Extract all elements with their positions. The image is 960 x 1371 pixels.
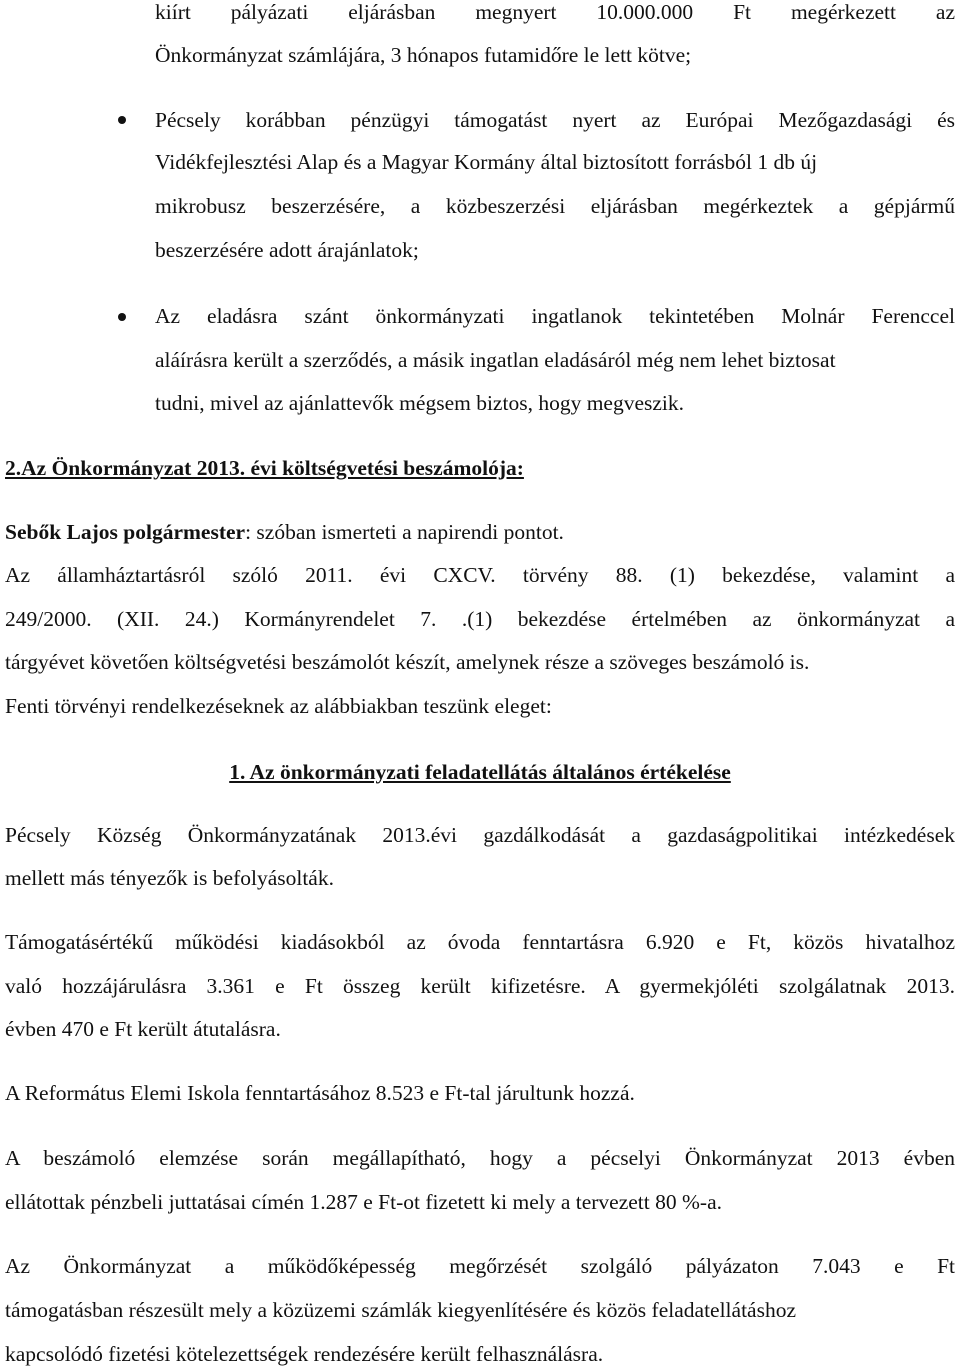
text-line: tárgyévet követően költségvetési beszámolót készít, amelynek része a szöveges beszámoló is. bbox=[5, 650, 810, 674]
text-line: Az eladásra szánt önkormányzati ingatlanok tekintetében Molnár Ferenccel bbox=[155, 304, 955, 328]
bullet-dot bbox=[118, 313, 126, 321]
speaker-name: Sebők Lajos polgármester bbox=[5, 520, 246, 544]
text-line: mikrobusz beszerzésére, a közbeszerzési eljárásban megérkeztek a gépjármű bbox=[155, 194, 955, 218]
text-line: 249/2000. (XII. 24.) Kormányrendelet 7. .(1) bekezdése értelmében az önkormányzat a bbox=[5, 607, 955, 631]
bullet-dot bbox=[118, 116, 126, 124]
text-line: való hozzájárulásra 3.361 e Ft összeg került kifizetésre. A gyermekjóléti szolgálatnak 2013. bbox=[5, 974, 955, 998]
text-line: Az Önkormányzat a működőképesség megőrzését szolgáló pályázaton 7.043 e Ft bbox=[5, 1254, 955, 1278]
text-line: Önkormányzat számlájára, 3 hónapos futamidőre le lett kötve; bbox=[155, 43, 692, 67]
text-line: kiírt pályázati eljárásban megnyert 10.000.000 Ft megérkezett az bbox=[155, 0, 955, 24]
text-line: Pécsely Község Önkormányzatának 2013.évi gazdálkodását a gazdaságpolitikai intézkedések bbox=[5, 823, 955, 847]
text-line: mellett más tényezők is befolyásolták. bbox=[5, 866, 334, 890]
text-line: kapcsolódó fizetési kötelezettségek rendezésére került felhasználásra. bbox=[5, 1342, 604, 1366]
text-line: Fenti törvényi rendelkezéseknek az alábbiakban teszünk eleget: bbox=[5, 694, 552, 718]
section-heading bbox=[5, 458, 524, 480]
subsection-heading-text: 1. Az önkormányzati feladatellátás általános értékelése bbox=[229, 760, 731, 784]
text-line: aláírásra került a szerződés, a másik ingatlan eladásáról még nem lehet biztosat bbox=[155, 348, 836, 372]
text-line: Vidékfejlesztési Alap és a Magyar Kormány által biztosított forrásból 1 db új bbox=[155, 150, 818, 174]
section-heading-text: 2.Az Önkormányzat 2013. évi költségvetési beszámolója: bbox=[5, 456, 524, 480]
text-line: A beszámoló elemzése során megállapítható, hogy a pécselyi Önkormányzat 2013 évben bbox=[5, 1146, 955, 1170]
text-line: tudni, mivel az ajánlattevők mégsem biztos, hogy megveszik. bbox=[155, 391, 685, 415]
text-line: A Református Elemi Iskola fenntartásához 8.523 e Ft-tal járultunk hozzá. bbox=[5, 1081, 635, 1105]
text-line: támogatásban részesült mely a közüzemi számlák kiegyenlítésére és közös feladatellátáshoz bbox=[5, 1298, 796, 1322]
text-line: ellátottak pénzbeli juttatásai címén 1.287 e Ft-ot fizetett ki mely a tervezett 80 %-a. bbox=[5, 1190, 722, 1214]
speaker-text: : szóban ismerteti a napirendi pontot. bbox=[245, 520, 564, 544]
text-line: Az államháztartásról szóló 2011. évi CXCV. törvény 88. (1) bekezdése, valamint a bbox=[5, 563, 955, 587]
text-line: beszerzésére adott árajánlatok; bbox=[155, 238, 419, 262]
subsection-heading bbox=[0, 762, 960, 784]
speaker-line bbox=[5, 522, 564, 544]
text-line: Pécsely korábban pénzügyi támogatást nyert az Európai Mezőgazdasági és bbox=[155, 108, 955, 132]
text-line: évben 470 e Ft került átutalásra. bbox=[5, 1017, 281, 1041]
text-line: Támogatásértékű működési kiadásokból az óvoda fenntartásra 6.920 e Ft, közös hivatalhoz bbox=[5, 930, 955, 954]
